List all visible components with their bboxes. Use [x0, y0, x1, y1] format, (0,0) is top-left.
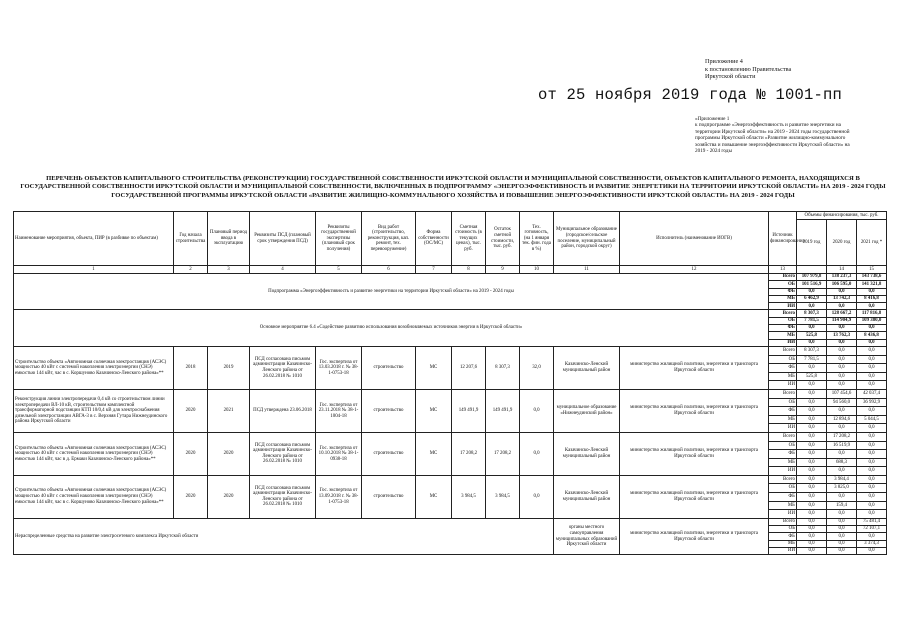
table-cell: 3 984,4 [827, 475, 857, 484]
table-cell: МБ [769, 540, 797, 547]
table-cell: ОБ [769, 484, 797, 493]
table-cell: 0,0 [827, 450, 857, 459]
appendix1-line: к подпрограмме «Энергоэффективность и развитие энергетики на [695, 122, 841, 129]
table-cell: Гос. экспертиза от 10.10.2018 № 38-1-0938-18 [316, 432, 362, 475]
appendix-header [705, 58, 895, 81]
table-cell: 0,0 [857, 484, 887, 493]
table-cell: 0,0 [520, 389, 554, 432]
table-cell: МС [416, 346, 452, 389]
objects-table [13, 211, 887, 555]
table-cell: 159,4 [827, 501, 857, 510]
table-cell: 0,0 [827, 288, 857, 295]
order-date-number: от 25 ноября 2019 года № 1001-пп [538, 86, 843, 104]
table-cell: 0,0 [857, 339, 887, 346]
table-cell: 2019 [208, 346, 250, 389]
header-cell: Год начала строительства [174, 212, 208, 266]
table-cell: 17 208,2 [827, 432, 857, 441]
table-cell: Всего [769, 432, 797, 441]
header-cell: Наименование мероприятия, объекта, ПИР (в разбивке по объектам) [14, 212, 174, 266]
table-cell: МС [416, 389, 452, 432]
header-cell: Плановый период ввода в эксплуатацию [208, 212, 250, 266]
table-cell: 10 [520, 266, 554, 274]
table-cell: 525,8 [797, 372, 827, 381]
table-cell: 15 [857, 266, 887, 274]
table-cell: строительство [362, 432, 416, 475]
table-cell: строительство [362, 389, 416, 432]
table-cell: ФБ [769, 493, 797, 502]
table-cell: МБ [769, 501, 797, 510]
table-cell: 2020 [208, 475, 250, 518]
table-cell: МБ [769, 458, 797, 467]
table-cell: 0,0 [827, 339, 857, 346]
summary-row [14, 274, 887, 281]
table-cell: 0,0 [827, 303, 857, 310]
table-cell: 0,0 [857, 407, 887, 416]
table-cell: строительство [362, 346, 416, 389]
table-cell: 3 984,5 [452, 475, 486, 518]
header-cell: Исполнитель (наименование ИОГВ) [620, 212, 769, 266]
table-cell: 0,0 [797, 493, 827, 502]
table-cell: 17 208,2 [486, 432, 520, 475]
table-cell: 0,0 [827, 346, 857, 355]
table-cell: 0,0 [857, 346, 887, 355]
table-cell: 12 [620, 266, 769, 274]
table-cell: 0,0 [797, 475, 827, 484]
table-cell: ФБ [769, 364, 797, 373]
table-cell: 0,0 [857, 475, 887, 484]
table-cell: Казачинско-Ленский муниципальный район [554, 432, 620, 475]
table-cell: ОБ [769, 317, 797, 324]
table-body [14, 212, 887, 555]
table-cell: 2020 [174, 475, 208, 518]
table-cell: 0,0 [797, 510, 827, 519]
table-cell: МС [416, 475, 452, 518]
table-cell: 72 107,1 [857, 526, 887, 533]
appendix1-line: 2019 - 2024 годы [695, 148, 732, 155]
table-cell: 0,0 [857, 510, 887, 519]
table-cell: ФБ [769, 450, 797, 459]
table-cell: 0,0 [827, 364, 857, 373]
table-cell: 17 208,2 [452, 432, 486, 475]
table-cell: ПСД согласована письмом администрации Казачинско-Ленского района от 26.02.2018 № 1010 [250, 432, 316, 475]
table-cell: 0,0 [797, 467, 827, 476]
table-cell: Всего [769, 274, 797, 281]
table-cell: 3 [208, 266, 250, 274]
table-cell: ОБ [769, 281, 797, 288]
table-cell: 0,0 [827, 325, 857, 332]
table-cell: 8 307,3 [486, 346, 520, 389]
table-cell: 6 462,9 [797, 295, 827, 302]
table-cell: 9 [486, 266, 520, 274]
table-cell: МБ [769, 295, 797, 302]
document-title: ПЕРЕЧЕНЬ ОБЪЕКТОВ КАПИТАЛЬНОГО СТРОИТЕЛЬСТВА (РЕКОНСТРУКЦИИ) ГОСУДАРСТВЕННОЙ СОБСТВЕННОСТИ ИРКУТСКОЙ ОБЛАСТИ И МУНИЦИПАЛЬНОЙ СОБСТВЕННОСТИ, ОБЪЕКТОВ КАПИТАЛЬНОГО РЕМОНТА, НАХОДЯЩИХСЯ В ГОСУДАРСТВЕННОЙ СОБСТВЕННОСТИ ИРКУТСКОЙ ОБЛАСТИ И МУНИЦИПАЛЬНОЙ СОБСТВЕННОСТИ, ВКЛЮЧЕННЫХ В ПОДПРОГРАММУ «ЭНЕРГОЭФФЕКТИВНОСТЬ И РАЗВИТИЕ ЭНЕРГЕТИКИ НА ТЕРРИТОРИИ ИРКУТСКОЙ ОБЛАСТИ» НА 2019 - 2024 ГОДЫ ГОСУДАРСТВЕННОЙ ПРОГРАММЫ ИРКУТСКОЙ ОБЛАСТИ «РАЗВИТИЕ ЖИЛИЩНО-КОММУНАЛЬНОГО ХОЗЯЙСТВА И ПОВЫШЕНИЕ ЭНЕРГОЭФФЕКТИВНОСТИ ИРКУТСКОЙ ОБЛАСТИ» НА 2019 - 2024 ГОДЫ [20, 175, 886, 199]
table-cell: 0,0 [797, 415, 827, 424]
table-cell: Всего [769, 346, 797, 355]
table-cell: 0,0 [797, 441, 827, 450]
table-cell: муниципальное образование «Нижнеудинский район» [554, 389, 620, 432]
table-cell: ОБ [769, 526, 797, 533]
table-cell: Подпрограмма «Энергоэффективность и развитие энергетики на территории Иркутской области» на 2019 - 2024 годы [14, 274, 769, 310]
table-cell: Всего [769, 389, 797, 398]
table-cell: 0,0 [857, 533, 887, 540]
table-cell: 0,0 [827, 548, 857, 555]
appendix-line: Иркутской области [705, 73, 756, 81]
table-cell: 0,0 [797, 533, 827, 540]
table-cell: Казачинско-Ленский муниципальный район [554, 346, 620, 389]
table-cell: 0,0 [857, 501, 887, 510]
table-cell: 0,0 [827, 518, 857, 525]
table-cell: 0,0 [827, 381, 857, 390]
table-cell: 32,0 [520, 346, 554, 389]
table-cell: ПСД согласована письмом администрации Казачинско-Ленского района от 26.02.2018 № 1010 [250, 475, 316, 518]
table-cell: 2020 [174, 432, 208, 475]
table-cell: ФБ [769, 325, 797, 332]
table-cell: 0,0 [857, 548, 887, 555]
table-cell: 117 816,8 [857, 310, 887, 317]
table-cell: 0,0 [857, 364, 887, 373]
table-cell: ИИ [769, 339, 797, 346]
table-cell: 7 781,5 [797, 355, 827, 364]
table-cell: 0,0 [827, 407, 857, 416]
table-cell: Всего [769, 475, 797, 484]
table-cell: 2018 [174, 346, 208, 389]
table-cell: 0,0 [857, 372, 887, 381]
table-cell: МС [416, 432, 452, 475]
table-cell: ОБ [769, 441, 797, 450]
table-cell: 0,0 [857, 432, 887, 441]
table-cell: 0,0 [797, 407, 827, 416]
table-cell: 0,0 [857, 355, 887, 364]
table-cell: Строительство объекта «Автономная солнечная электростанция (АСЭС) мощностью 40 кВт с системой накопления электроэнергии (СНЭ) емкостью 144 кВт, час в с. Коршуново Казачинско-Ленского района»** [14, 346, 174, 389]
summary-row [14, 310, 887, 317]
table-cell: ИИ [769, 381, 797, 390]
table-cell: 0,0 [797, 432, 827, 441]
object-row [14, 389, 887, 398]
table-cell: 0,0 [797, 458, 827, 467]
header-cell: Вид работ (строительство, реконструкция, кап. ремонт, тех. перевооружение) [362, 212, 416, 266]
table-cell: министерство жилищной политики, энергетики и транспорта Иркутской области [620, 475, 769, 518]
object-row [14, 346, 887, 355]
table-cell: 42 037,4 [857, 389, 887, 398]
table-cell: 688,3 [827, 458, 857, 467]
table-cell: 141 321,8 [857, 281, 887, 288]
table-cell: 2 [174, 266, 208, 274]
appendix-line: Приложение 4 [705, 58, 743, 65]
table-cell: Основное мероприятие 6.4 «Содействие развитию использования возобновляемых источников энергии в Иркутской области» [14, 310, 769, 346]
table-cell: ОБ [769, 355, 797, 364]
table-cell: 525,8 [797, 332, 827, 339]
table-cell: ИИ [769, 467, 797, 476]
table-cell: 0,0 [797, 548, 827, 555]
table-cell: ИИ [769, 548, 797, 555]
table-cell: 0,0 [857, 424, 887, 433]
table-cell: 0,0 [857, 493, 887, 502]
table-cell: 0,0 [827, 540, 857, 547]
table-cell: Гос. экспертиза от 23.11.2018 № 38-1-1004-18 [316, 389, 362, 432]
table-cell: 0,0 [827, 533, 857, 540]
header-cell: Источник финансирования [769, 212, 797, 266]
table-cell: 0,0 [520, 432, 554, 475]
header-cell: Реквизиты ПСД (плановый срок утверждения ПСД) [250, 212, 316, 266]
table-cell: 8 [452, 266, 486, 274]
appendix1-line: территории Иркутской области» на 2019 - 2024 годы государственной [695, 128, 850, 135]
table-cell: 0,0 [827, 467, 857, 476]
table-cell: 36 992,9 [857, 398, 887, 407]
table-cell: 0,0 [797, 381, 827, 390]
undistributed-row [14, 518, 887, 525]
table-cell: 107 979,8 [797, 274, 827, 281]
table-cell: ФБ [769, 288, 797, 295]
table-cell: 0,0 [797, 398, 827, 407]
table-cell: 13 762,3 [827, 332, 857, 339]
object-row [14, 432, 887, 441]
appendix1-line: программы Иркутской области «Развитие жилищно-коммунального [695, 135, 846, 142]
table-cell: 3 374,3 [857, 540, 887, 547]
table-header-row [14, 212, 887, 220]
table-cell: 14 [827, 266, 857, 274]
table-cell: 6 [362, 266, 416, 274]
column-number-row [14, 266, 887, 274]
table-cell: министерство жилищной политики, энергетики и транспорта Иркутской области [620, 432, 769, 475]
table-cell: 0,0 [797, 484, 827, 493]
table-cell: 3 984,5 [486, 475, 520, 518]
header-cell: Объемы финансирования, тыс. руб. [797, 212, 887, 220]
header-year: 2021 год * [857, 220, 887, 266]
table-cell: Реконструкция линии электропередачи 0,4 кВ со строительством линии электропередачи ВЛ-10 кВ, строительством комплектной трансформаторной подстанции КТП 10/0,4 кВ для электроснабжения дизельной электростанции АВГА-3 в с. Верхняя Гутара Нижнеудинского района Иркутской области [14, 389, 174, 432]
table-cell: 0,0 [857, 450, 887, 459]
table-cell: 1 [14, 266, 174, 274]
table-cell: 13 742,3 [827, 295, 857, 302]
table-cell: 13 [769, 266, 797, 274]
table-cell: ФБ [769, 407, 797, 416]
table-cell: 149 491,9 [486, 389, 520, 432]
table-cell: ПСД утверждена 23.06.2018 [250, 389, 316, 432]
table-cell: Казачинско-Ленский муниципальный район [554, 475, 620, 518]
object-row [14, 475, 887, 484]
table-cell: 143 738,6 [857, 274, 887, 281]
table-cell: 5 [316, 266, 362, 274]
table-cell: ИИ [769, 303, 797, 310]
table-cell: Гос. экспертиза от 13.03.2018 г. № 38-1-0753-18 [316, 346, 362, 389]
header-cell: Муниципальное образование (городское/сельское поселение, муниципальный район, городской округ) [554, 212, 620, 266]
table-cell: 149 491,9 [452, 389, 486, 432]
table-cell: 2020 [174, 389, 208, 432]
table-cell: 0,0 [797, 518, 827, 525]
appendix1-line: «Приложение 1 [695, 116, 730, 122]
table-cell: 0,0 [797, 339, 827, 346]
table-cell: строительство [362, 475, 416, 518]
table-cell: Строительство объекта «Автономная солнечная электростанция (АСЭС) мощностью 40 кВт с системой накопления электроэнергии (СНЭ) емкостью 144 кВт, час в с. Коршуново Казачинско-Ленского района»** [14, 475, 174, 518]
table-cell: Нераспределенные средства на развитие электросетевого комплекса Иркутской области [14, 518, 554, 554]
header-year: 2020 год [827, 220, 857, 266]
table-cell: 2020 [208, 432, 250, 475]
header-cell: Форма собственности (ОС/МС) [416, 212, 452, 266]
table-cell: органы местного самоуправления муниципальных образований Иркутской области [554, 518, 620, 554]
table-cell: 107 454,6 [827, 389, 857, 398]
table-cell: 0,0 [797, 540, 827, 547]
header-cell: Реквизиты государственной экспертизы (плановый срок получения) [316, 212, 362, 266]
header-cell: Сметная стоимость (в текущих ценах), тыс. руб. [452, 212, 486, 266]
table-cell: 0,0 [857, 381, 887, 390]
table-cell: 0,0 [797, 364, 827, 373]
table-cell: Строительство объекта «Автономная солнечная электростанция (АСЭС) мощностью 40 кВт с системой накопления электроэнергии (СНЭ) емкостью 144 кВт, час в д. Ермаки Казачинско-Ленского района»** [14, 432, 174, 475]
table-cell: 0,0 [857, 467, 887, 476]
table-cell: 0,0 [797, 501, 827, 510]
table-cell: 8 416,8 [857, 295, 887, 302]
table-cell: 101 516,9 [797, 281, 827, 288]
table-cell: ОБ [769, 398, 797, 407]
table-cell: министерство жилищной политики, энергетики и транспорта Иркутской области [620, 389, 769, 432]
table-cell: ФБ [769, 533, 797, 540]
table-cell: 94 560,0 [827, 398, 857, 407]
table-cell: 0,0 [827, 355, 857, 364]
table-cell [797, 266, 827, 274]
table-cell: министерство жилищной политики, энергетики и транспорта Иркутской области [620, 518, 769, 554]
table-cell: Всего [769, 518, 797, 525]
table-cell: 0,0 [827, 526, 857, 533]
table-cell: Гос. экспертиза от 13.09.2018 г. № 38-1-0753-18 [316, 475, 362, 518]
table-cell: 0,0 [797, 389, 827, 398]
appendix1-header [695, 116, 895, 154]
table-cell: 0,0 [797, 325, 827, 332]
header-cell: Остаток сметной стоимости, тыс. руб. [486, 212, 520, 266]
table-cell: 0,0 [797, 424, 827, 433]
table-cell: 0,0 [827, 510, 857, 519]
table-cell: 138 237,3 [827, 274, 857, 281]
table-cell: 7 [416, 266, 452, 274]
table-cell: 11 [554, 266, 620, 274]
table-cell: 0,0 [827, 493, 857, 502]
table-cell: 0,0 [797, 526, 827, 533]
table-cell: 0,0 [797, 303, 827, 310]
table-cell: 128 667,2 [827, 310, 857, 317]
table-cell: 8 436,8 [857, 332, 887, 339]
table-cell: 4 [250, 266, 316, 274]
table-cell: МБ [769, 332, 797, 339]
table-cell: 2021 [208, 389, 250, 432]
table-cell: 16 519,9 [827, 441, 857, 450]
table-cell: 8 307,3 [797, 346, 827, 355]
header-year: 2019 год [797, 220, 827, 266]
appendix1-line: хозяйства и повышение энергоэффективности Иркутской области» на [695, 141, 850, 148]
table-cell: 0,0 [827, 424, 857, 433]
table-cell: 0,0 [827, 372, 857, 381]
table-cell: министерство жилищной политики, энергетики и транспорта Иркутской области [620, 346, 769, 389]
table-cell: 0,0 [857, 458, 887, 467]
table-cell: 75 481,4 [857, 518, 887, 525]
table-cell: 114 904,9 [827, 317, 857, 324]
table-cell: 106 595,0 [827, 281, 857, 288]
table-cell: 0,0 [857, 441, 887, 450]
table-cell: 8 307,3 [797, 310, 827, 317]
table-cell: 3 825,0 [827, 484, 857, 493]
table-cell: ИИ [769, 424, 797, 433]
table-cell: 0,0 [857, 325, 887, 332]
table-cell: 0,0 [797, 288, 827, 295]
header-cell: Тех. готовность, (на 1 января тек. фин. года в %) [520, 212, 554, 266]
table-cell: 0,0 [797, 450, 827, 459]
table-cell: 109 380,0 [857, 317, 887, 324]
table-cell: 5 044,5 [857, 415, 887, 424]
appendix-line: к постановлению Правительства [705, 65, 792, 73]
table-cell: 7 781,5 [797, 317, 827, 324]
table-cell: МБ [769, 415, 797, 424]
table-cell: 0,0 [857, 303, 887, 310]
table-cell: Всего [769, 310, 797, 317]
table-cell: 0,0 [520, 475, 554, 518]
table-cell: ПСД согласована письмом администрации Казачинско-Ленского района от 26.02.2018 № 1010 [250, 346, 316, 389]
table-cell: 12 207,6 [452, 346, 486, 389]
table-cell: 12 894,6 [827, 415, 857, 424]
table-cell: ИИ [769, 510, 797, 519]
table-cell: 0,0 [857, 288, 887, 295]
table-cell: МБ [769, 372, 797, 381]
